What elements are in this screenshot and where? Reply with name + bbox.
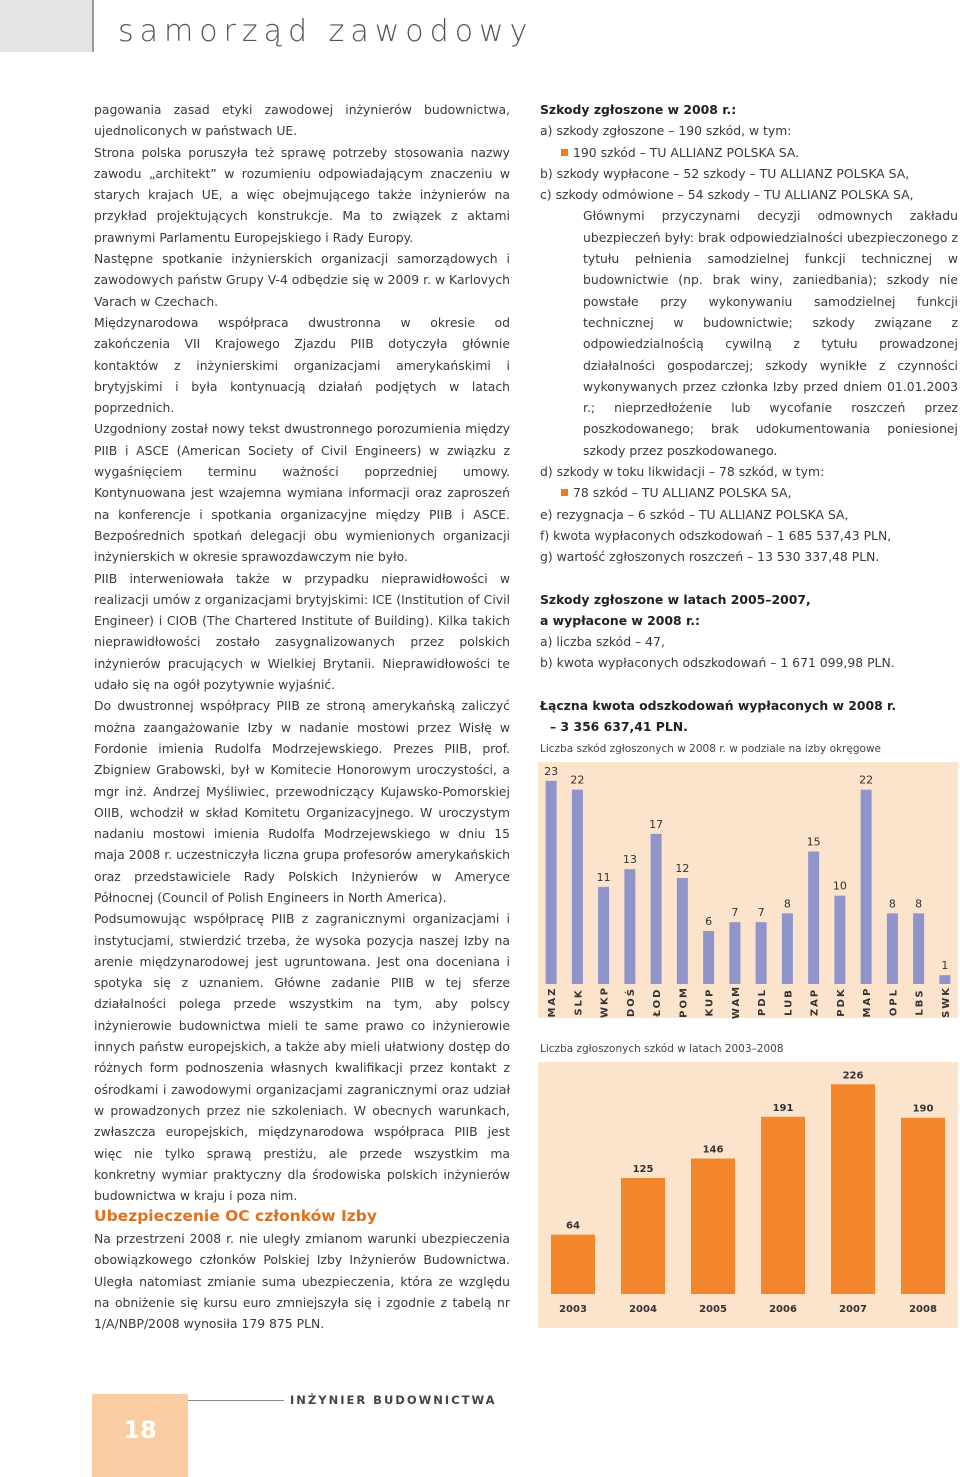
claims-2005-2007-heading-2: a wypłacone w 2008 r.: xyxy=(540,612,700,628)
paragraph: Następne spotkanie inżynierskich organizacji samorządowych i zawodowych państw Grupy V-4 odbędzie się w 2009 r. w Karlovych Varach w Czechach. xyxy=(94,251,510,309)
claims-2005-2007-b: b) kwota wypłaconych odszkodowań – 1 671 099,98 PLN. xyxy=(540,655,895,671)
chart-value-label: 17 xyxy=(649,817,664,831)
chart-bar xyxy=(761,1117,805,1294)
chart-category-label: MAP xyxy=(862,986,874,1018)
claims-item-e: e) rezygnacja – 6 szkód – TU ALLIANZ POLSKA SA, xyxy=(540,506,849,522)
chart-category-label: DOŚ xyxy=(625,986,637,1018)
chart-category-label: 2003 xyxy=(559,1304,587,1315)
chart-category-label: 2008 xyxy=(909,1304,937,1315)
right-column xyxy=(540,99,958,737)
chart-value-label: 23 xyxy=(544,764,559,778)
chart-category-label: LUB xyxy=(783,988,795,1016)
chart-bar xyxy=(887,913,898,984)
claims-2008-heading: Szkody zgłoszone w 2008 r.: xyxy=(540,102,737,117)
total-payout-heading: Łączna kwota odszkodowań wypłaconych w 2008 r. xyxy=(540,697,897,713)
chart-value-label: 8 xyxy=(915,897,923,911)
page-number: 18 xyxy=(123,1416,157,1444)
chart-value-label: 64 xyxy=(566,1220,580,1232)
chart-value-label: 226 xyxy=(842,1070,864,1082)
bullet-text: 78 szkód – TU ALLIANZ POLSKA SA, xyxy=(573,485,792,501)
chart-value-label: 1 xyxy=(941,959,949,973)
paragraph: PIIB interweniowała także w przypadku nieprawidłowości w realizacji umów z organizacjami brytyjskimi: ICE (Institution of Civil Engineer) i CIOB (The Chartered Institute of Building). Kilka takich nieprawidłowości zostało zasygnalizowanych przez polskich inżynierów pracujących w Wielkiej Brytanii. Nieprawidłowości te udało się na ogół pozytywnie wyjaśnić. xyxy=(94,570,510,693)
chart-bar xyxy=(624,869,635,984)
chart-bar xyxy=(651,834,662,984)
claims-item-g: g) wartość zgłoszonych roszczeń – 13 530 337,48 PLN. xyxy=(540,549,880,565)
chart-category-label: POM xyxy=(678,986,690,1018)
chart-category-label: KUP xyxy=(704,987,716,1017)
chart-bar xyxy=(834,896,845,984)
chart-value-label: 22 xyxy=(859,773,874,787)
chart-claims-by-chamber xyxy=(538,762,958,1022)
chart-value-label: 22 xyxy=(570,773,585,787)
chart-category-label: LBS xyxy=(914,988,926,1016)
chart-category-label: PDL xyxy=(757,987,769,1017)
claims-2005-2007-heading: Szkody zgłoszone w latach 2005–2007, xyxy=(540,591,811,607)
chart-bar xyxy=(677,878,688,984)
chart1-caption: Liczba szkód zgłoszonych w 2008 r. w podziale na izby okręgowe xyxy=(540,743,881,755)
paragraph: Międzynarodowa współpraca dwustronna w okresie od zakończenia VII Krajowego Zjazdu PIIB dotyczyła głównie kontaktów z inżynierskimi organizacjami amerykańskimi i brytyjskimi i była kontynuacją działań podjętych w latach poprzednich. xyxy=(94,314,510,416)
chart-value-label: 7 xyxy=(757,906,765,920)
chart-value-label: 191 xyxy=(772,1102,794,1114)
paragraph: Do dwustronnej współpracy PIIB ze stroną amerykańską zaliczyć można zaangażowanie Izby w nadanie mostowi przez Wisłę w Fordonie imienia Rudolfa Modrzejewskiego. Prezes PIIB, prof. Zbigniew Grabowski, był w Komitecie Honorowym uroczystości, a mgr inż. Andrzej Myśliwiec, przewodniczący Kujawsko-Pomorskiej OIIB, wchodził w skład Komitetu Organizacyjnego. W uroczystym nadaniu mostowi imienia Rudolfa Modrzejewskiego w dniu 15 maja 2008 r. uczestniczyła liczna grupa profesorów amerykańskich oraz przedstawiciele Rady Polskich Inżynierów w Ameryce Północnej (Council of Polish Engineers in North America). xyxy=(94,698,510,905)
chart-bar xyxy=(756,922,767,984)
chart2-caption: Liczba zgłoszonych szkód w latach 2003–2008 xyxy=(540,1043,784,1055)
chart-value-label: 190 xyxy=(912,1103,934,1115)
chart-value-label: 8 xyxy=(888,897,896,911)
chart-category-label: OPL xyxy=(888,987,900,1017)
header-accent-block xyxy=(0,0,92,52)
chart-value-label: 12 xyxy=(675,862,690,875)
chart-bar xyxy=(831,1084,875,1294)
chart-category-label: MAZ xyxy=(547,986,559,1018)
chart-category-label: 2005 xyxy=(699,1304,727,1315)
claims-item-c-detail: Głównymi przyczynami decyzji odmownych zakładu ubezpieczeń były: brak odpowiedzialności ubezpieczonego z tytułu pełnienia samodzielnej funkcji technicznej w budownictwie (np. brak winy, zaniedbania); szkody nie powstałe przy wykonywaniu samodzielnej funkcji technicznej w budownictwie; szkody związane z odpowiedzialnością cywilną z tytułu prowadzonej działalności gospodarczej; szkody wynikłe z czynności wykonywanych przez członka Izby przed dniem 01.01.2003 r.; nieprzedłożenie lub wycofanie roszczeń przez poszkodowanego; brak udokumentowania poniesionej szkody przez poszkodowanego. xyxy=(583,208,958,458)
claims-bullet-d xyxy=(540,482,958,503)
chart-bar xyxy=(913,913,924,984)
bullet-text: 190 szkód – TU ALLIANZ POLSKA SA. xyxy=(573,144,800,160)
paragraph: pagowania zasad etyki zawodowej inżynierów budownictwa, ujednoliconych w państwach UE. xyxy=(94,102,510,139)
chart-category-label: ŁOD xyxy=(652,987,664,1017)
header-divider xyxy=(92,0,94,52)
total-payout-amount: – 3 356 637,41 PLN. xyxy=(550,719,688,735)
oc-heading: Ubezpieczenie OC członków Izby xyxy=(94,1207,377,1225)
paragraph: Strona polska poruszyła też sprawę potrzeby stosowania nazwy zawodu „architekt” w rozumieniu odpowiadającym znaczeniu w starych krajach UE, a więc obejmującego także inżynierów na przykład projektujących konstrukcje. Ma to związek z aktami prawnymi Parlamentu Europejskiego i Rady Europy. xyxy=(94,144,510,245)
orange-square-bullet-icon xyxy=(561,149,568,156)
claims-item-f: f) kwota wypłaconych odszkodowań – 1 685 537,43 PLN, xyxy=(540,527,892,543)
claims-2005-2007-a: a) liczba szkód – 47, xyxy=(540,634,665,650)
orange-square-bullet-icon xyxy=(561,489,568,496)
chart-bar xyxy=(551,1235,595,1294)
chart-bar xyxy=(572,790,583,984)
claims-item-d: d) szkody w toku likwidacji – 78 szkód, w tym: xyxy=(540,464,825,480)
chart-category-label: PDK xyxy=(835,987,847,1017)
chart-category-label: WAM xyxy=(730,984,742,1020)
magazine-title: INŻYNIER BUDOWNICTWA xyxy=(290,1393,497,1407)
chart-bar xyxy=(691,1159,735,1294)
left-column xyxy=(94,99,510,1206)
chart-category-label: 2006 xyxy=(769,1304,797,1315)
chart-claims-by-year xyxy=(538,1062,958,1332)
chart-bar xyxy=(546,781,557,984)
chart-background xyxy=(538,1062,958,1328)
chart-value-label: 15 xyxy=(806,835,821,849)
chart-bar xyxy=(861,790,872,984)
chart-category-label: WKP xyxy=(599,985,611,1019)
paragraph: Podsumowując współpracę PIIB z zagranicznymi organizacjami i instytucjami, stwierdzić trzeba, że wysoka pozycja naszej Izby na arenie międzynarodowej jest ugruntowana. Jest ona doceniana i spotyka się z uznaniem. Główne zadanie PIIB w tej sferze działalności polega przede wszystkim na tym, aby polscy inżynierowie budownictwa mieli te same prawo co inżynierowie innych państw europejskich, a także aby mieli ułatwiony dostęp do różnych form podnoszenia własnych kwalifikacji przez kontakt z ośrodkami i zawodowymi organizacjami zagranicznymi oraz udział w prowadzonych przez nie szkoleniach. W obecnych warunkach, zwłaszcza europejskich, międzynarodowa współpraca PIIB jest więc nie tylko sprawą prestiżu, ale przede wszystkim ma konkretny wymiar praktyczny dla środowiska polskich inżynierów budownictwa w kraju i poza nim. xyxy=(94,911,510,1204)
oc-body: Na przestrzeni 2008 r. nie uległy zmianom warunki ubezpieczenia obowiązkowego członków Polskiej Izby Inżynierów Budownictwa. Uległa natomiast zmianie suma ubezpieczenia, która ze względu na obniżenie się kursu euro zmniejszyła się i zgodnie z tabelą nr 1/A/NBP/2008 wynosiła 179 875 PLN. xyxy=(94,1231,510,1332)
chart-category-label: 2007 xyxy=(839,1304,867,1315)
chart-value-label: 13 xyxy=(622,853,637,867)
chart-value-label: 7 xyxy=(731,906,739,920)
chart-bar xyxy=(939,975,950,984)
chart-value-label: 6 xyxy=(705,915,713,928)
chart-value-label: 125 xyxy=(632,1164,654,1176)
paragraph: Uzgodniony został nowy tekst dwustronnego porozumienia między PIIB i ASCE (American Society of Civil Engineers) w związku z wygaśnięciem terminu ważności poprzedniej umowy. Kontynuowana jest wzajemna wymiana informacji oraz zaproszeń na konferencje i spotkania organizacyjne między PIIB i ASCE. Bezpośrednich spotkań delegacji obu wymienionych organizacji inżynierskich w okresie sprawozdawczym nie było. xyxy=(94,421,510,565)
chart-value-label: 8 xyxy=(783,897,791,911)
chart-category-label: ZAP xyxy=(809,987,821,1017)
chart-category-label: 2004 xyxy=(629,1304,657,1315)
chart-bar xyxy=(729,922,740,984)
chart-category-label: SLK xyxy=(573,988,585,1016)
section-title: samorząd zawodowy xyxy=(118,14,534,49)
chart-value-label: 146 xyxy=(702,1144,724,1156)
chart-category-label: SWK xyxy=(940,986,952,1018)
claims-bullet-a xyxy=(540,142,958,163)
chart-bar xyxy=(621,1178,665,1294)
claims-item-b: b) szkody wypłacone – 52 szkody – TU ALLIANZ POLSKA SA, xyxy=(540,165,910,181)
chart-bar xyxy=(598,887,609,984)
chart-value-label: 11 xyxy=(596,870,611,884)
chart-bar xyxy=(703,931,714,984)
chart-bar xyxy=(782,913,793,984)
claims-item-a: a) szkody zgłoszone – 190 szkód, w tym: xyxy=(540,123,792,139)
chart-value-label: 10 xyxy=(832,879,847,893)
chart-bar xyxy=(901,1118,945,1294)
claims-item-c: c) szkody odmówione – 54 szkody – TU ALLIANZ POLSKA SA, xyxy=(540,187,914,203)
chart-bar xyxy=(808,852,819,985)
